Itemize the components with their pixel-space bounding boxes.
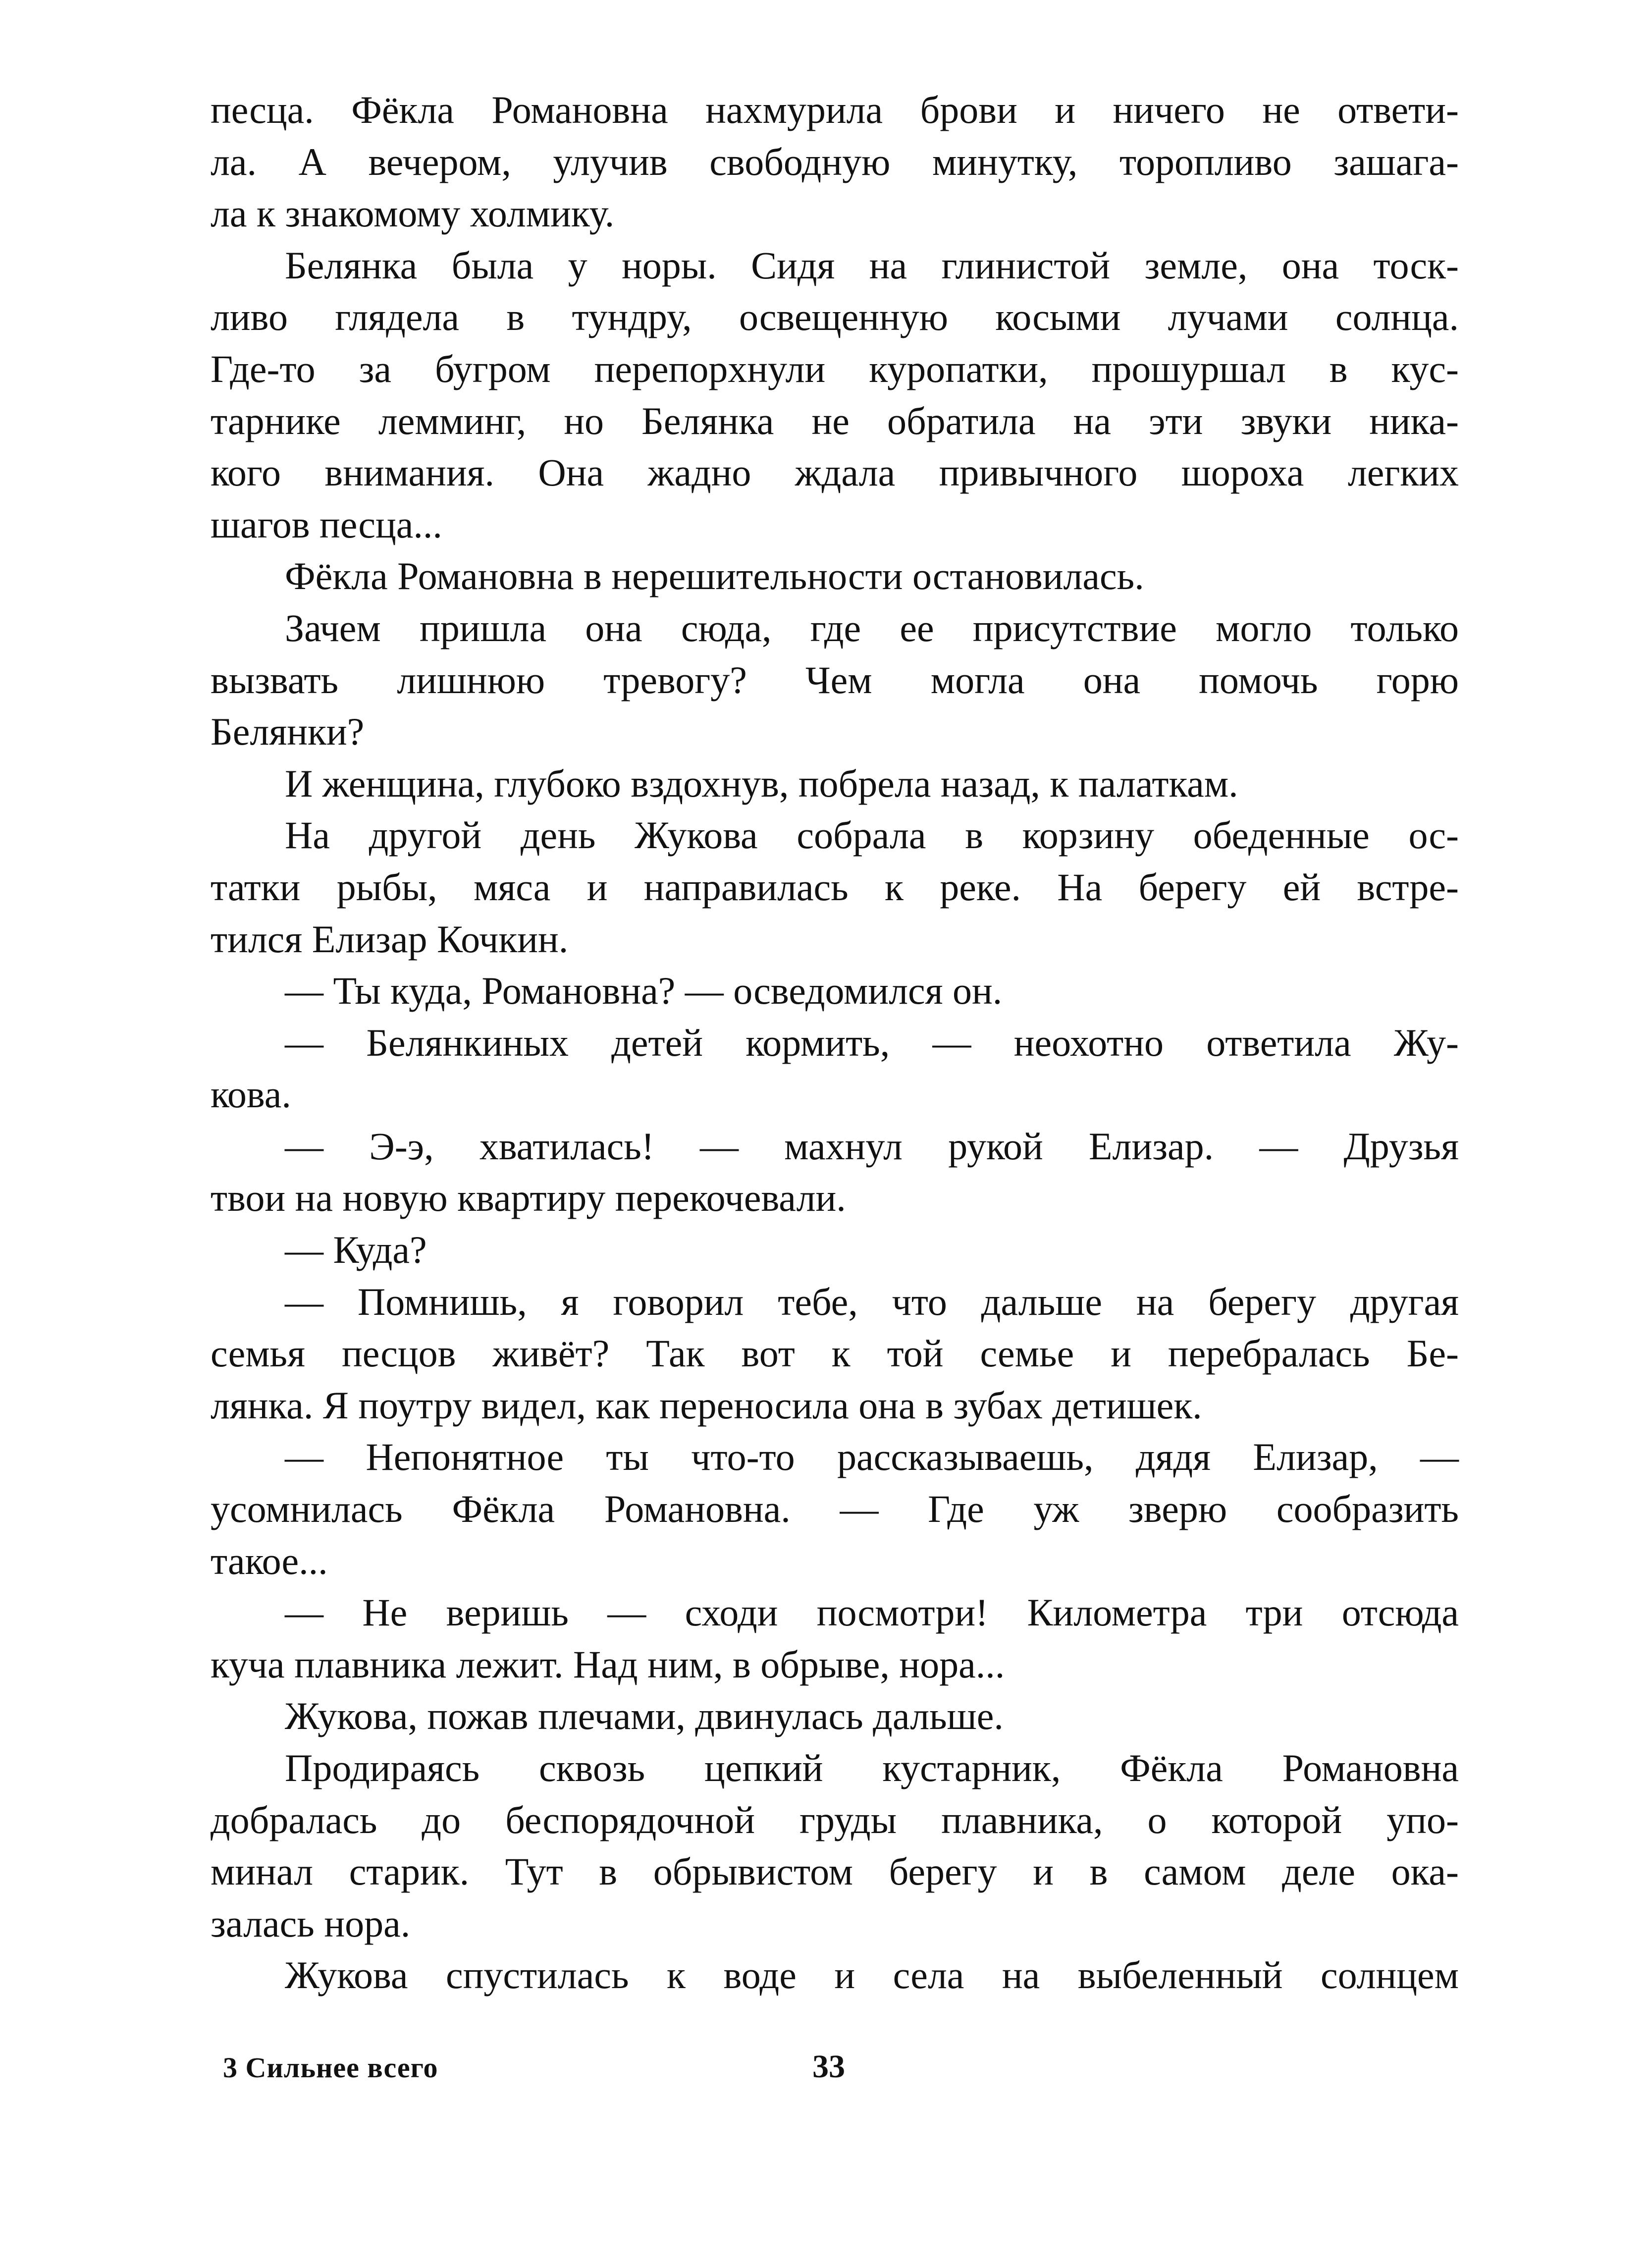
text-line: вызвать лишнюю тревогу? Чем могла она помочь горю [211,658,1459,702]
text-line: — Ты куда, Романовна? — осведомился он. [285,969,1003,1013]
text-line: Жукова спустилась к воде и села на выбеленный солнцем [285,1953,1459,1997]
text-line: тарнике лемминг, но Белянка не обратила на эти звуки ника- [211,399,1459,442]
text-line: — Помнишь, я говорил тебе, что дальше на берегу другая [285,1280,1459,1323]
page-number: 33 [812,2049,845,2085]
text-line: Зачем пришла она сюда, где ее присутствие могло только [285,606,1459,649]
printer-signature: 3 Сильнее всего [223,2052,438,2084]
text-line: ла к знакомому холмику. [211,192,615,235]
text-line: Продираясь сквозь цепкий кустарник, Фёкла Романовна [285,1746,1459,1789]
text-line: кого внимания. Она жадно ждала привычного шороха легких [211,451,1459,494]
text-line: На другой день Жукова собрала в корзину обеденные ос- [285,813,1459,857]
text-line: такое... [211,1539,328,1582]
text-line: песца. Фёкла Романовна нахмурила брови и ничего не ответи- [211,88,1459,131]
text-line: Белянки? [211,710,365,754]
text-line: татки рыбы, мяса и направилась к реке. На берегу ей встре- [211,865,1459,909]
text-line: — Непонятное ты что-то рассказываешь, дядя Елизар, — [285,1435,1459,1479]
text-line: добралась до беспорядочной груды плавника, о которой упо- [211,1798,1459,1841]
text-line: Фёкла Романовна в нерешительности остановилась. [285,554,1144,598]
text-line: семья песцов живёт? Так вот к той семье и перебралась Бе- [211,1332,1459,1375]
text-line: залась нора. [211,1901,411,1945]
text-line: Жукова, пожав плечами, двинулась дальше. [285,1694,1004,1738]
text-line: ла. А вечером, улучив свободную минутку, торопливо зашага- [211,140,1459,183]
text-line: твои на новую квартиру перекочевали. [211,1176,846,1220]
text-line: — Белянкиных детей кормить, — неохотно ответила Жу- [285,1021,1459,1064]
text-line: куча плавника лежит. Над ним, в обрыве, нора... [211,1642,1005,1686]
text-line: усомнилась Фёкла Романовна. — Где уж зверю сообразить [211,1487,1459,1531]
text-line: лянка. Я поутру видел, как переносила она в зубах детишек. [211,1383,1202,1427]
text-line: Белянка была у норы. Сидя на глинистой земле, она тоск- [285,243,1459,287]
text-line: ливо глядела в тундру, освещенную косыми лучами солнца. [211,295,1459,339]
text-line: — Куда? [285,1228,427,1272]
text-line: Где-то за бугром перепорхнули куропатки, прошуршал в кус- [211,347,1459,390]
text-line: — Не веришь — сходи посмотри! Километра три отсюда [285,1591,1459,1634]
text-line: кова. [211,1073,291,1116]
page-footer [223,2051,1437,2096]
body-text [211,84,1459,2001]
text-line: шагов песца... [211,502,442,546]
text-line: И женщина, глубоко вздохнув, побрела назад, к палаткам. [285,761,1238,805]
text-line: минал старик. Тут в обрывистом берегу и в самом деле ока- [211,1850,1459,1893]
text-line: — Э-э, хватилась! — махнул рукой Елизар. — Друзья [285,1124,1459,1168]
text-line: тился Елизар Кочкин. [211,917,569,961]
